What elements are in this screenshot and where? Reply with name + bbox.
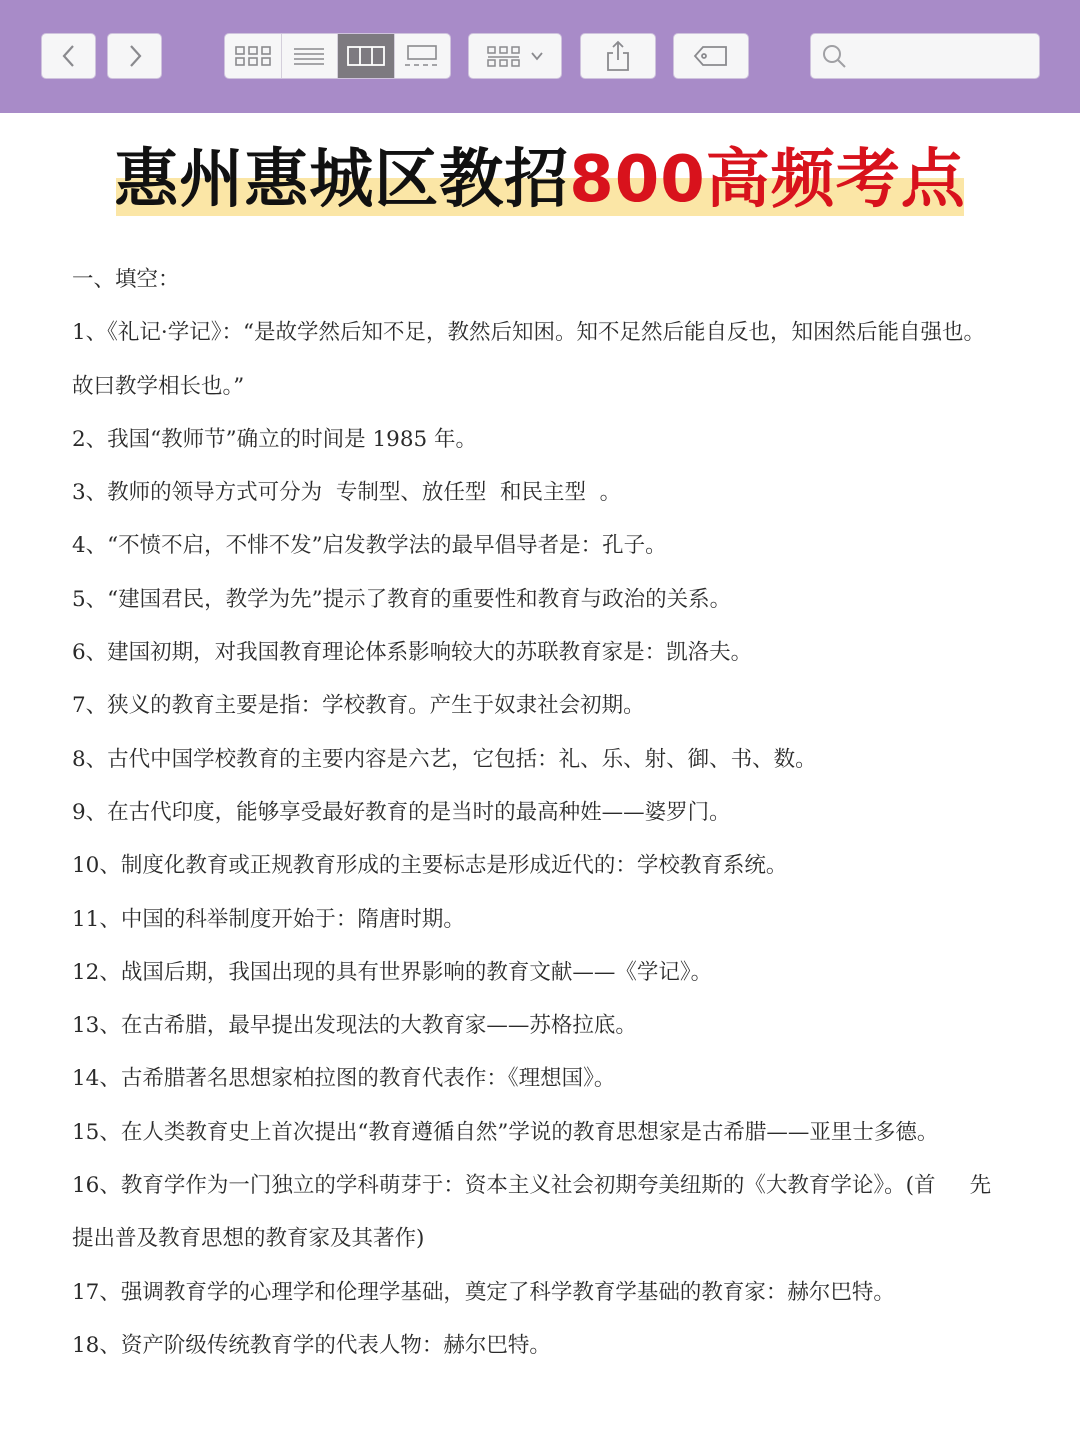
page-title — [0, 140, 1080, 220]
search-field[interactable] — [810, 33, 1040, 79]
list-item: 18、资产阶级传统教育学的代表人物：赫尔巴特。 — [72, 1332, 551, 1358]
column-view-button[interactable] — [338, 34, 395, 78]
list-item: 5、“建国君民，教学为先”提示了教育的重要性和教育与政治的关系。 — [72, 586, 732, 612]
group-by-button[interactable] — [468, 33, 562, 79]
document-title-banner — [0, 130, 1080, 230]
list-item: 1、《礼记·学记》：“是故学然后知不足，教然后知困。知不足然后能自反也，知困然后能自强也。 — [72, 320, 986, 346]
list-item: 10、制度化教育或正规教育形成的主要标志是形成近代的：学校教育系统。 — [72, 853, 788, 879]
list-item: 8、古代中国学校教育的主要内容是六艺，它包括：礼、乐、射、御、书、数。 — [72, 746, 817, 772]
list-item-continuation: 故曰教学相长也。” — [72, 373, 245, 399]
list-item: 2、我国“教师节”确立的时间是 1985 年。 — [72, 426, 478, 452]
list-item: 7、狭义的教育主要是指：学校教育。产生于奴隶社会初期。 — [72, 693, 645, 719]
list-item: 16、教育学作为一门独立的学科萌芽于：资本主义社会初期夸美纽斯的《大教育学论》。(首 先 — [72, 1173, 992, 1199]
view-mode-segmented-control — [224, 33, 451, 79]
document-body — [72, 253, 1032, 1372]
group-icon — [485, 44, 525, 68]
icon-view-button[interactable] — [225, 34, 282, 78]
title-accent: 800高频考点 — [569, 143, 966, 217]
list-item-continuation: 提出普及教育思想的教育家及其著作) — [72, 1226, 425, 1252]
list-item: 14、古希腊著名思想家柏拉图的教育代表作：《理想国》。 — [72, 1066, 616, 1092]
grid-view-icon — [233, 44, 273, 68]
chevron-down-icon — [529, 49, 545, 63]
back-button[interactable] — [41, 33, 96, 79]
gallery-view-button[interactable] — [395, 34, 451, 78]
tag-button[interactable] — [673, 33, 749, 79]
forward-button[interactable] — [107, 33, 162, 79]
search-input[interactable] — [855, 40, 1029, 72]
list-item: 3、教师的领导方式可分为 专制型、放任型 和民主型 。 — [72, 480, 622, 506]
list-item: 13、在古希腊，最早提出发现法的大教育家——苏格拉底。 — [72, 1013, 637, 1039]
list-item: 9、在古代印度，能够享受最好教育的是当时的最高种姓——婆罗门。 — [72, 799, 731, 825]
list-item: 4、“不愤不启，不悱不发”启发教学法的最早倡导者是：孔子。 — [72, 533, 667, 559]
list-view-icon — [292, 44, 326, 68]
share-button[interactable] — [580, 33, 656, 79]
search-icon — [821, 43, 847, 69]
list-item: 17、强调教育学的心理学和伦理学基础，奠定了科学教育学基础的教育家：赫尔巴特。 — [72, 1279, 895, 1305]
chevron-left-icon — [60, 43, 78, 69]
list-item: 12、战国后期，我国出现的具有世界影响的教育文献——《学记》。 — [72, 959, 713, 985]
share-icon — [603, 39, 633, 73]
list-item: 11、中国的科举制度开始于：隋唐时期。 — [72, 906, 465, 932]
list-item: 15、在人类教育史上首次提出“教育遵循自然”学说的教育思想家是古希腊——亚里士多德。 — [72, 1119, 939, 1145]
toolbar — [0, 0, 1080, 113]
list-view-button[interactable] — [282, 34, 339, 78]
title-main: 惠州惠城区教招 — [114, 143, 570, 217]
section-heading: 一、填空： — [72, 267, 180, 292]
chevron-right-icon — [126, 43, 144, 69]
list-item: 6、建国初期，对我国教育理论体系影响较大的苏联教育家是：凯洛夫。 — [72, 640, 753, 666]
gallery-view-icon — [402, 44, 442, 68]
column-view-icon — [346, 44, 386, 68]
tag-icon — [691, 44, 731, 68]
